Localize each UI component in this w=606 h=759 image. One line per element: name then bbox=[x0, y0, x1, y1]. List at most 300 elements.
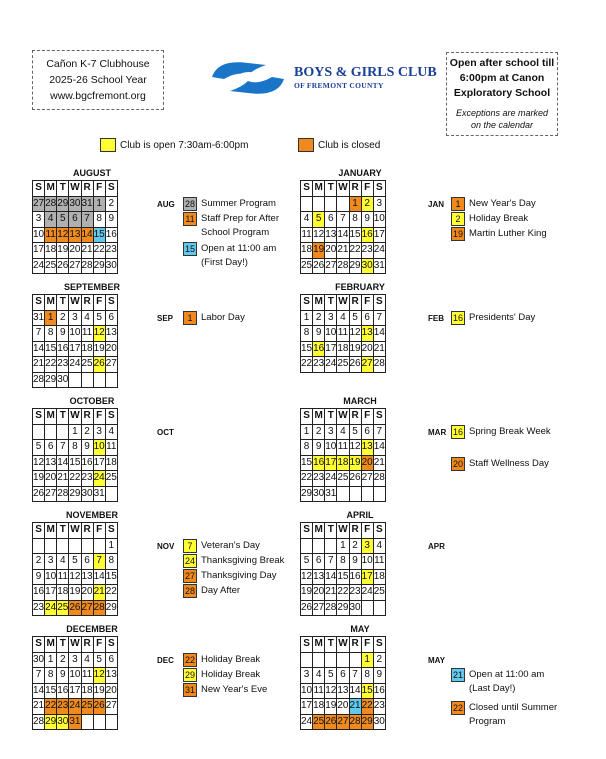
day-cell bbox=[337, 652, 349, 668]
weekday-header: S bbox=[373, 523, 385, 539]
day-cell: 25 bbox=[337, 357, 349, 373]
week-row bbox=[301, 341, 386, 357]
day-cell: 12 bbox=[69, 569, 81, 585]
day-cell: 29 bbox=[105, 600, 117, 616]
day-cell: 27 bbox=[337, 714, 349, 730]
event-day-badge: 22 bbox=[452, 703, 463, 713]
event-entry bbox=[183, 668, 293, 682]
day-cell: 5 bbox=[69, 554, 81, 570]
event-entry bbox=[183, 539, 293, 553]
day-cell: 13 bbox=[81, 569, 93, 585]
weekday-header: W bbox=[69, 295, 81, 311]
day-cell: 27 bbox=[325, 258, 337, 274]
day-cell: 23 bbox=[313, 357, 325, 373]
day-cell: 19 bbox=[301, 585, 313, 601]
day-cell: 1 bbox=[337, 538, 349, 554]
day-cell: 7 bbox=[93, 554, 105, 570]
day-cell bbox=[301, 652, 313, 668]
day-cell: 5 bbox=[57, 212, 69, 228]
day-cell: 10 bbox=[325, 326, 337, 342]
day-cell: 2 bbox=[373, 652, 385, 668]
day-cell: 3 bbox=[69, 652, 81, 668]
week-row bbox=[301, 212, 386, 228]
week-row bbox=[301, 683, 386, 699]
week-row bbox=[301, 652, 386, 668]
day-cell: 28 bbox=[93, 600, 105, 616]
day-cell: 4 bbox=[57, 554, 69, 570]
week-row bbox=[33, 600, 118, 616]
month-abbr: NOV bbox=[157, 542, 175, 551]
day-cell: 31 bbox=[81, 196, 93, 212]
day-cell: 31 bbox=[373, 258, 385, 274]
day-cell: 9 bbox=[81, 440, 93, 456]
day-cell: 24 bbox=[45, 600, 57, 616]
day-cell: 19 bbox=[33, 471, 45, 487]
day-cell: 17 bbox=[33, 243, 45, 259]
day-cell: 6 bbox=[45, 440, 57, 456]
day-cell: 9 bbox=[361, 212, 373, 228]
day-cell: 14 bbox=[57, 455, 69, 471]
day-cell: 13 bbox=[45, 455, 57, 471]
day-cell: 1 bbox=[301, 310, 313, 326]
day-cell: 28 bbox=[57, 486, 69, 502]
day-cell: 13 bbox=[313, 569, 325, 585]
month-abbr: DEC bbox=[157, 656, 174, 665]
day-cell: 9 bbox=[313, 440, 325, 456]
day-cell bbox=[105, 714, 117, 730]
day-cell: 17 bbox=[69, 341, 81, 357]
day-cell bbox=[313, 538, 325, 554]
day-cell: 18 bbox=[105, 455, 117, 471]
day-cell: 24 bbox=[69, 699, 81, 715]
day-cell: 27 bbox=[81, 600, 93, 616]
month-title: FEBRUARY bbox=[335, 282, 385, 292]
day-cell bbox=[337, 486, 349, 502]
weekday-header: R bbox=[81, 637, 93, 653]
day-cell: 30 bbox=[105, 258, 117, 274]
weekday-header: S bbox=[301, 181, 313, 197]
week-row bbox=[301, 310, 386, 326]
week-row bbox=[33, 212, 118, 228]
day-cell: 16 bbox=[57, 341, 69, 357]
week-row bbox=[33, 652, 118, 668]
weekday-header: M bbox=[313, 409, 325, 425]
day-cell: 28 bbox=[325, 600, 337, 616]
day-cell: 30 bbox=[361, 258, 373, 274]
month-abbr: APR bbox=[428, 542, 445, 551]
week-row bbox=[301, 554, 386, 570]
month-abbr: MAY bbox=[428, 656, 446, 665]
day-cell: 8 bbox=[69, 440, 81, 456]
month-abbr: SEP bbox=[157, 314, 174, 323]
day-cell: 11 bbox=[81, 668, 93, 684]
day-cell bbox=[93, 372, 105, 388]
weekday-header: S bbox=[301, 409, 313, 425]
day-cell: 27 bbox=[45, 486, 57, 502]
week-row bbox=[301, 538, 386, 554]
day-cell: 17 bbox=[93, 455, 105, 471]
event-entry bbox=[183, 212, 293, 240]
day-cell: 3 bbox=[45, 554, 57, 570]
event-day-badge: 16 bbox=[452, 313, 463, 323]
day-cell: 21 bbox=[349, 699, 361, 715]
day-cell: 15 bbox=[105, 569, 117, 585]
day-cell: 27 bbox=[361, 471, 373, 487]
boys-girls-club-logo bbox=[208, 55, 437, 105]
day-cell: 7 bbox=[373, 424, 385, 440]
day-cell: 5 bbox=[349, 310, 361, 326]
event-label: Spring Break Week bbox=[469, 426, 551, 437]
day-cell: 14 bbox=[33, 683, 45, 699]
day-cell: 20 bbox=[105, 683, 117, 699]
day-cell: 26 bbox=[313, 258, 325, 274]
day-cell: 9 bbox=[373, 668, 385, 684]
day-cell: 23 bbox=[105, 243, 117, 259]
day-cell: 8 bbox=[301, 440, 313, 456]
event-label: Thanksgiving Day bbox=[201, 570, 277, 581]
event-day-badge: 2 bbox=[451, 212, 465, 226]
day-cell: 3 bbox=[325, 424, 337, 440]
weekday-header: F bbox=[361, 295, 373, 311]
event-day-badge: 1 bbox=[183, 311, 197, 325]
clubhouse-info-box bbox=[32, 50, 164, 110]
day-cell: 20 bbox=[325, 243, 337, 259]
day-cell: 12 bbox=[93, 326, 105, 342]
weekday-header: T bbox=[325, 181, 337, 197]
weekday-header: S bbox=[33, 637, 45, 653]
week-row bbox=[301, 585, 386, 601]
week-row bbox=[33, 227, 118, 243]
day-cell: 10 bbox=[325, 440, 337, 456]
event-entry bbox=[451, 197, 561, 211]
month-table bbox=[32, 636, 118, 730]
month-title: OCTOBER bbox=[69, 396, 115, 406]
day-cell: 4 bbox=[337, 310, 349, 326]
day-cell bbox=[105, 372, 117, 388]
weekday-header: S bbox=[301, 523, 313, 539]
weekday-header: M bbox=[313, 295, 325, 311]
day-cell: 1 bbox=[349, 196, 361, 212]
weekday-header: W bbox=[69, 409, 81, 425]
event-day-badge: 24 bbox=[184, 556, 195, 566]
day-cell: 2 bbox=[313, 310, 325, 326]
week-row bbox=[301, 471, 386, 487]
event-label: Staff Wellness Day bbox=[469, 458, 549, 469]
day-cell: 28 bbox=[45, 196, 57, 212]
weekday-header: W bbox=[69, 637, 81, 653]
day-cell: 16 bbox=[57, 683, 69, 699]
week-row bbox=[33, 471, 118, 487]
day-cell: 5 bbox=[349, 424, 361, 440]
day-cell: 29 bbox=[93, 258, 105, 274]
day-cell: 5 bbox=[301, 554, 313, 570]
day-cell: 4 bbox=[313, 668, 325, 684]
event-label: Labor Day bbox=[201, 312, 245, 323]
day-cell: 3 bbox=[373, 196, 385, 212]
event-day-badge: 28 bbox=[184, 199, 195, 209]
day-cell: 13 bbox=[69, 227, 81, 243]
day-cell: 3 bbox=[325, 310, 337, 326]
day-cell: 25 bbox=[301, 258, 313, 274]
day-cell: 16 bbox=[349, 569, 361, 585]
day-cell: 8 bbox=[45, 668, 57, 684]
day-cell: 2 bbox=[105, 196, 117, 212]
month-table bbox=[300, 522, 386, 616]
week-row bbox=[33, 424, 118, 440]
week-row bbox=[301, 227, 386, 243]
day-cell bbox=[45, 538, 57, 554]
day-cell: 11 bbox=[57, 569, 69, 585]
event-day-badge: 20 bbox=[452, 459, 463, 469]
day-cell: 26 bbox=[93, 357, 105, 373]
event-day-badge: 22 bbox=[184, 655, 195, 665]
day-cell: 23 bbox=[33, 600, 45, 616]
weekday-header: M bbox=[45, 181, 57, 197]
day-cell: 16 bbox=[81, 455, 93, 471]
day-cell: 8 bbox=[349, 212, 361, 228]
day-cell: 25 bbox=[57, 600, 69, 616]
day-cell: 22 bbox=[301, 357, 313, 373]
month-table bbox=[300, 180, 386, 274]
weekday-header: W bbox=[337, 295, 349, 311]
day-cell: 18 bbox=[81, 341, 93, 357]
day-cell: 2 bbox=[313, 424, 325, 440]
day-cell: 2 bbox=[349, 538, 361, 554]
week-row bbox=[301, 424, 386, 440]
event-entry bbox=[183, 653, 293, 667]
day-cell: 12 bbox=[57, 227, 69, 243]
day-cell: 1 bbox=[93, 196, 105, 212]
event-entry bbox=[183, 311, 293, 325]
day-cell: 2 bbox=[57, 310, 69, 326]
day-cell: 20 bbox=[105, 341, 117, 357]
day-cell: 22 bbox=[337, 585, 349, 601]
day-cell: 16 bbox=[313, 455, 325, 471]
day-cell: 25 bbox=[337, 471, 349, 487]
day-cell bbox=[81, 714, 93, 730]
day-cell: 15 bbox=[361, 683, 373, 699]
event-entry bbox=[451, 311, 561, 325]
event-day-badge: 11 bbox=[183, 212, 197, 226]
day-cell bbox=[373, 486, 385, 502]
month-abbr: OCT bbox=[157, 428, 174, 437]
day-cell: 2 bbox=[57, 652, 69, 668]
weekday-header: S bbox=[33, 295, 45, 311]
day-cell bbox=[349, 486, 361, 502]
day-cell: 30 bbox=[313, 486, 325, 502]
day-cell: 6 bbox=[69, 212, 81, 228]
week-row bbox=[33, 372, 118, 388]
day-cell: 22 bbox=[349, 243, 361, 259]
weekday-header: R bbox=[349, 295, 361, 311]
day-cell: 11 bbox=[301, 227, 313, 243]
month-title: MAY bbox=[350, 624, 370, 634]
week-row bbox=[33, 357, 118, 373]
event-label: Open at 11:00 am (Last Day!) bbox=[469, 669, 545, 694]
week-row bbox=[301, 326, 386, 342]
day-cell: 31 bbox=[325, 486, 337, 502]
month-title: SEPTEMBER bbox=[63, 282, 120, 292]
day-cell: 29 bbox=[301, 486, 313, 502]
day-cell: 7 bbox=[373, 310, 385, 326]
day-cell: 29 bbox=[361, 714, 373, 730]
exceptions-note-2: on the calendar bbox=[470, 120, 534, 130]
month-title: JANUARY bbox=[338, 168, 382, 178]
day-cell: 19 bbox=[93, 341, 105, 357]
day-cell: 8 bbox=[301, 326, 313, 342]
day-cell: 16 bbox=[361, 227, 373, 243]
day-cell: 3 bbox=[33, 212, 45, 228]
event-entry bbox=[451, 668, 561, 696]
legend-open-label: Club is open 7:30am-6:00pm bbox=[120, 139, 249, 151]
event-day-badge: 16 bbox=[452, 427, 463, 437]
event-label: New Year's Eve bbox=[201, 684, 268, 695]
week-row bbox=[33, 258, 118, 274]
event-entry bbox=[183, 569, 293, 583]
day-cell: 27 bbox=[361, 357, 373, 373]
day-cell: 22 bbox=[301, 471, 313, 487]
day-cell: 11 bbox=[81, 326, 93, 342]
day-cell bbox=[105, 486, 117, 502]
weekday-header: S bbox=[105, 295, 117, 311]
day-cell: 11 bbox=[313, 683, 325, 699]
day-cell: 8 bbox=[93, 212, 105, 228]
day-cell: 23 bbox=[361, 243, 373, 259]
day-cell: 15 bbox=[349, 227, 361, 243]
day-cell: 18 bbox=[373, 569, 385, 585]
week-row bbox=[33, 455, 118, 471]
weekday-header: M bbox=[45, 637, 57, 653]
event-day-badge: 19 bbox=[452, 229, 463, 239]
day-cell: 24 bbox=[69, 357, 81, 373]
event-entry bbox=[183, 554, 293, 568]
day-cell: 16 bbox=[373, 683, 385, 699]
notice-line-3: Exploratory School bbox=[453, 87, 551, 99]
day-cell: 11 bbox=[373, 554, 385, 570]
day-cell: 5 bbox=[325, 668, 337, 684]
day-cell: 25 bbox=[81, 357, 93, 373]
day-cell: 23 bbox=[57, 699, 69, 715]
month-title: NOVEMBER bbox=[65, 510, 118, 520]
weekday-header: R bbox=[349, 181, 361, 197]
week-row bbox=[33, 486, 118, 502]
day-cell: 9 bbox=[313, 326, 325, 342]
weekday-header: F bbox=[361, 637, 373, 653]
day-cell: 19 bbox=[349, 455, 361, 471]
day-cell bbox=[93, 714, 105, 730]
day-cell bbox=[33, 424, 45, 440]
day-cell: 8 bbox=[337, 554, 349, 570]
day-cell: 21 bbox=[93, 585, 105, 601]
day-cell: 22 bbox=[93, 243, 105, 259]
day-cell: 4 bbox=[81, 652, 93, 668]
weekday-header: W bbox=[337, 523, 349, 539]
day-cell: 15 bbox=[337, 569, 349, 585]
month-table bbox=[300, 408, 386, 502]
day-cell: 12 bbox=[349, 440, 361, 456]
week-row bbox=[33, 569, 118, 585]
day-cell: 12 bbox=[33, 455, 45, 471]
day-cell: 24 bbox=[373, 243, 385, 259]
month-table bbox=[32, 408, 118, 502]
day-cell: 21 bbox=[33, 357, 45, 373]
day-cell: 30 bbox=[57, 714, 69, 730]
website-link[interactable]: www.bgcfremont.org bbox=[50, 90, 146, 102]
school-year: 2025-26 School Year bbox=[49, 74, 147, 86]
weekday-header: M bbox=[313, 181, 325, 197]
week-row bbox=[33, 585, 118, 601]
event-day-badge: 29 bbox=[184, 670, 195, 680]
week-row bbox=[33, 554, 118, 570]
day-cell: 6 bbox=[105, 652, 117, 668]
day-cell: 25 bbox=[81, 699, 93, 715]
day-cell: 20 bbox=[45, 471, 57, 487]
weekday-header: S bbox=[33, 523, 45, 539]
day-cell: 10 bbox=[69, 668, 81, 684]
day-cell bbox=[69, 372, 81, 388]
org-subname: OF FREMONT COUNTY bbox=[294, 81, 384, 90]
day-cell: 24 bbox=[93, 471, 105, 487]
day-cell bbox=[57, 424, 69, 440]
event-label: Presidents' Day bbox=[469, 312, 536, 323]
day-cell: 20 bbox=[81, 585, 93, 601]
legend-closed bbox=[298, 138, 380, 152]
weekday-header: T bbox=[57, 409, 69, 425]
week-row bbox=[33, 196, 118, 212]
day-cell: 5 bbox=[93, 310, 105, 326]
day-cell: 4 bbox=[373, 538, 385, 554]
weekday-header: S bbox=[105, 637, 117, 653]
day-cell: 3 bbox=[361, 538, 373, 554]
day-cell bbox=[45, 424, 57, 440]
org-name: BOYS & GIRLS CLUB bbox=[294, 65, 437, 80]
weekday-header: F bbox=[93, 295, 105, 311]
day-cell: 11 bbox=[105, 440, 117, 456]
weekday-header: S bbox=[373, 409, 385, 425]
weekday-header: F bbox=[361, 409, 373, 425]
day-cell: 28 bbox=[349, 714, 361, 730]
day-cell: 13 bbox=[325, 227, 337, 243]
day-cell: 22 bbox=[105, 585, 117, 601]
day-cell: 23 bbox=[57, 357, 69, 373]
week-row bbox=[301, 357, 386, 373]
day-cell bbox=[301, 538, 313, 554]
day-cell: 29 bbox=[45, 714, 57, 730]
month-title: MARCH bbox=[343, 396, 377, 406]
day-cell: 17 bbox=[361, 569, 373, 585]
day-cell: 21 bbox=[337, 243, 349, 259]
day-cell: 9 bbox=[57, 668, 69, 684]
day-cell bbox=[313, 196, 325, 212]
day-cell: 10 bbox=[69, 326, 81, 342]
day-cell: 2 bbox=[81, 424, 93, 440]
day-cell: 4 bbox=[105, 424, 117, 440]
weekday-header: R bbox=[349, 523, 361, 539]
day-cell bbox=[325, 652, 337, 668]
day-cell: 30 bbox=[81, 486, 93, 502]
day-cell: 30 bbox=[33, 652, 45, 668]
day-cell: 6 bbox=[81, 554, 93, 570]
day-cell: 23 bbox=[81, 471, 93, 487]
day-cell: 7 bbox=[337, 212, 349, 228]
weekday-header: T bbox=[325, 295, 337, 311]
day-cell: 14 bbox=[33, 341, 45, 357]
day-cell: 12 bbox=[349, 326, 361, 342]
day-cell: 16 bbox=[313, 341, 325, 357]
day-cell: 17 bbox=[301, 699, 313, 715]
event-entry bbox=[451, 701, 561, 729]
clubhouse-title: Cañon K-7 Clubhouse bbox=[46, 58, 150, 70]
